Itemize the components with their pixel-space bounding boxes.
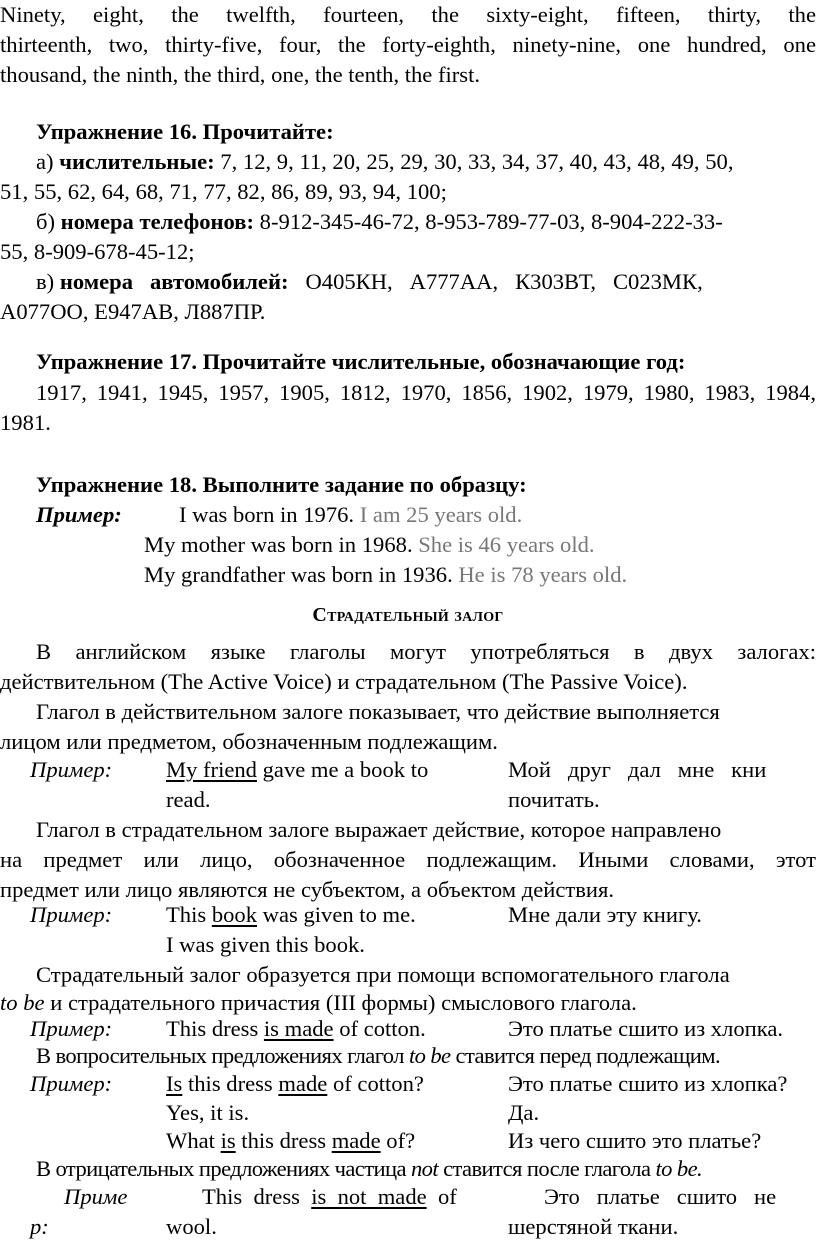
ex18-row: I was born in 1976. I am 25 years old. xyxy=(179,502,523,527)
section-heading: Страдательный залог xyxy=(312,604,504,626)
ex16-b-line2: 55, 8-909-678-45-12; xyxy=(0,239,195,264)
exercise-18-title: Упражнение 18. Выполните задание по образцу: xyxy=(36,472,527,497)
example-label: Пример: xyxy=(30,1016,113,1041)
example-en: This dress is not made of xyxy=(202,1184,457,1209)
example-ru: почитать. xyxy=(508,787,600,812)
ex18-row: My mother was born in 1968. She is 46 years old. xyxy=(144,532,595,557)
example-en: I was given this book. xyxy=(166,932,365,957)
ex16-a-line2: 51, 55, 62, 64, 68, 71, 77, 82, 86, 89, 93, 94, 100; xyxy=(0,179,447,204)
para-line: Глагол в действительном залоге показывает, что действие выполняется xyxy=(36,699,720,724)
example-label: Пример: xyxy=(30,902,113,927)
ex17-line2: 1981. xyxy=(0,410,51,435)
para-line: лицом или предметом, обозначенным подлежащим. xyxy=(0,729,498,754)
para-line: на предмет или лицо, обозначенное подлежащим. Иными словами, этот xyxy=(0,847,816,872)
example-ru: шерстяной ткани. xyxy=(508,1214,679,1239)
para-line: В английском языке глаголы могут употребляться в двух залогах: xyxy=(36,639,816,664)
ex17-line: 1917, 1941, 1945, 1957, 1905, 1812, 1970, 1856, 1902, 1979, 1980, 1983, 1984, xyxy=(36,380,816,405)
example-ru: Да. xyxy=(508,1100,540,1125)
example-en: Is this dress made of cotton? xyxy=(166,1071,424,1096)
exercise-17-title: Упражнение 17. Прочитайте числительные, обозначающие год: xyxy=(36,349,686,374)
para-line: to be и страдательного причастия (III формы) смыслового глагола. xyxy=(0,990,637,1015)
example-label: Пример: xyxy=(30,757,113,782)
example-en: My friend gave me a book to xyxy=(166,757,429,782)
para-line: действительном (The Active Voice) и страдательном (The Passive Voice). xyxy=(0,669,688,694)
example-ru: Это платье сшито из хлопка? xyxy=(508,1071,788,1096)
para-line: В вопросительных предложениях глагол to be ставится перед подлежащим. xyxy=(36,1043,721,1068)
example-en: This book was given to me. xyxy=(166,902,416,927)
example-ru: Мой друг дал мне кни xyxy=(508,757,767,782)
example-en: read. xyxy=(166,787,211,812)
para-line: Ninety, eight, the twelfth, fourteen, the sixty-eight, fifteen, thirty, the xyxy=(0,2,816,27)
ex16-b-line: б) номера телефонов: 8-912-345-46-72, 8-953-789-77-03, 8-904-222-33- xyxy=(36,209,723,234)
example-label: р: xyxy=(30,1214,49,1239)
para-line: thirteenth, two, thirty-five, four, the forty-eighth, ninety-nine, one hundred, one xyxy=(0,32,816,57)
example-label: Пример: xyxy=(30,1071,113,1096)
example-label: Пример: xyxy=(36,502,122,527)
example-label: Приме xyxy=(64,1184,128,1209)
ex16-a-line: а) числительные: 7, 12, 9, 11, 20, 25, 29, 30, 33, 34, 37, 40, 43, 48, 49, 50, xyxy=(36,149,734,174)
para-line: предмет или лицо являются не субъектом, а объектом действия. xyxy=(0,877,615,902)
ex16-c-line: в) номера автомобилей: О405КН, А777АА, К303ВТ, С023МК, xyxy=(36,269,703,294)
example-en: This dress is made of cotton. xyxy=(166,1016,426,1041)
example-en: What is this dress made of? xyxy=(166,1128,416,1153)
example-en: wool. xyxy=(166,1214,217,1239)
ex16-c-line2: А077ОО, Е947АВ, Л887ПР. xyxy=(0,299,266,324)
para-line: Глагол в страдательном залоге выражает действие, которое направлено xyxy=(36,817,722,842)
example-en: Yes, it is. xyxy=(166,1100,250,1125)
ex18-row: My grandfather was born in 1936. He is 78 years old. xyxy=(144,562,628,587)
example-ru: Мне дали эту книгу. xyxy=(508,902,702,927)
para-line: В отрицательных предложениях частица not ставится после глагола to be. xyxy=(36,1156,703,1181)
para-line: thousand, the ninth, the third, one, the tenth, the first. xyxy=(0,62,481,87)
exercise-16-title: Упражнение 16. Прочитайте: xyxy=(36,119,334,144)
example-ru: Это платье сшито из хлопка. xyxy=(508,1016,784,1041)
example-ru: Из чего сшито это платье? xyxy=(508,1128,762,1153)
example-ru: Это платье сшито не xyxy=(544,1184,777,1209)
para-line: Страдательный залог образуется при помощи вспомогательного глагола xyxy=(36,962,730,987)
